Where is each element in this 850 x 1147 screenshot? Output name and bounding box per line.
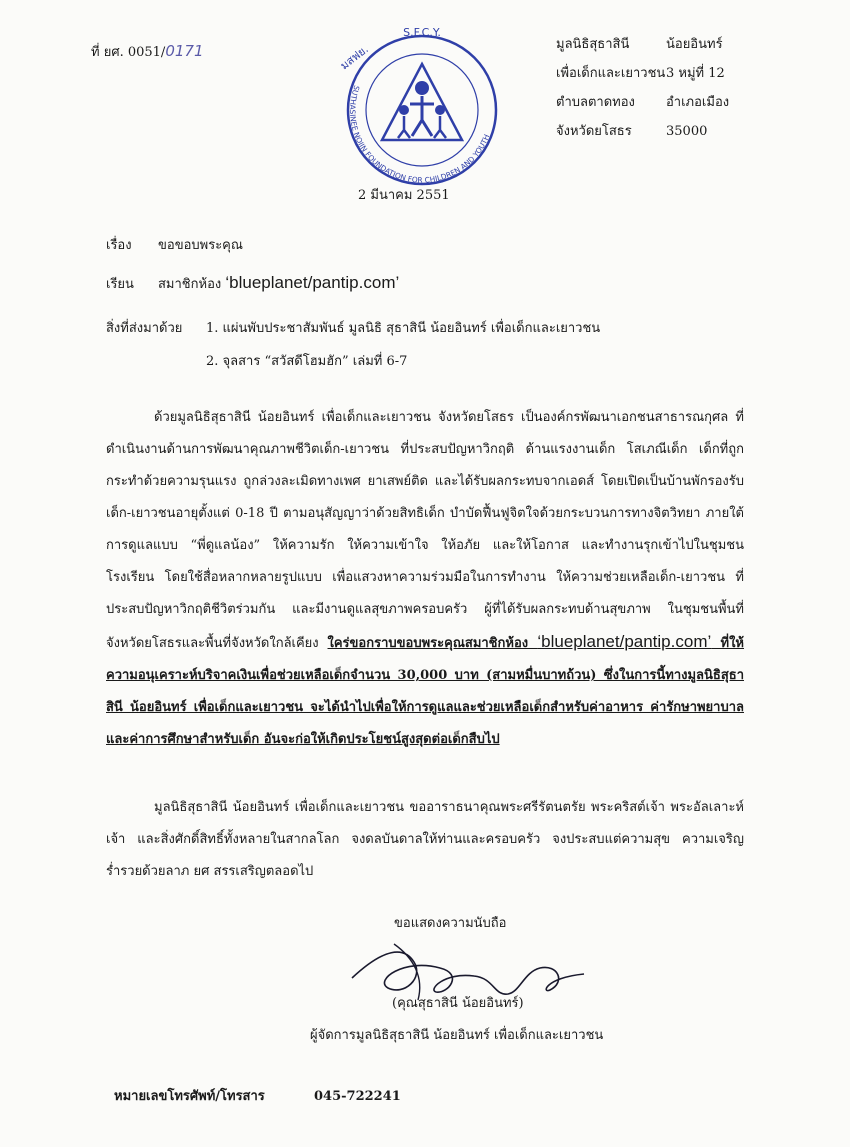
recipient-value: สมาชิกห้อง ‘blueplanet/pantip.com’ (158, 273, 400, 292)
phone-label: หมายเลขโทรศัพท์/โทรสาร (114, 1089, 265, 1104)
reference-number-printed: ที่ ยศ. 0051/ (91, 45, 166, 60)
logo-arc-text: SUTHASINEE NOIIN FOUNDATION FOR CHILDREN AND YOUTH (347, 84, 492, 185)
recipient-line (106, 273, 400, 294)
subject-label: เรื่อง (106, 238, 132, 253)
phone-line (114, 1088, 401, 1106)
reference-number-handwritten: 0171 (165, 42, 204, 60)
closing-salutation: ขอแสดงความนับถือ (394, 916, 507, 931)
address-line: ตำบลตาดทอง อำเภอเมือง (556, 95, 730, 110)
enclosure-item: 1. แผ่นพับประชาสัมพันธ์ มูลนิธิ สุธาสินี น้อยอินทร์ เพื่อเด็กและเยาวชน (206, 321, 601, 336)
subject-value: ขอขอบพระคุณ (158, 238, 243, 253)
signer-name: (คุณสุธาสินี น้อยอินทร์) (392, 996, 524, 1011)
foundation-logo (322, 18, 522, 186)
body-paragraph-1: ด้วยมูลนิธิสุธาสินี น้อยอินทร์ เพื่อเด็กและเยาวชน จังหวัดยโสธร เป็นองค์กรพัฒนาเอกชนสาธารณกุศล ที่ดำเนินงานด้านการพัฒนาคุณภาพชีวิตเด็ก-เยาวชน ที่ประสบปัญหาวิกฤติ ด้านแรงงานเด็ก โสเภณีเด็ก เด็กที่ถูกกระทำด้วยความรุนแรง ถูกล่วงละเมิดทางเพศ ยาเสพย์ติด และได้รับผลกระทบจากเอดส์ โดยเปิดเป็นบ้านพักรองรับเด็ก-เยาวชนอายุตั้งแต่ 0-18 ปี ตามอนุสัญญาว่าด้วยสิทธิเด็ก บำบัดฟื้นฟูจิตใจด้วยกระบวนการทางจิตวิทยา ภายใต้การดูแลแบบ “พี่ดูแลน้อง” ให้ความรัก ให้ความเข้าใจ ให้อภัย และให้โอกาส และทำงานรุกเข้าไปในชุมชน โรงเรียน โดยใช้สื่อหลากหลายรูปแบบ เพื่อแสวงหาความร่วมมือในการทำงาน ให้ความช่วยเหลือเด็ก-เยาวชน ที่ประสบปัญหาวิกฤติชีวิตร่วมกัน และมีงานดูแลสุขภาพครอบครัว ผู้ที่ได้รับผลกระทบด้านสุขภาพ ในชุมชนพื้นที่จังหวัดยโสธรและพื้นที่จังหวัดใกล้เคียง ใคร่ขอกราบขอบพระคุณสมาชิกห้อง ‘blueplanet/pantip.com’ ที่ให้ความอนุเคราะห์บริจาคเงินเพื่อช่วยเหลือเด็กจำนวน 30,000 บาท (สามหมื่นบาทถ้วน) ซึ่งในการนี้ทางมูลนิธิสุธาสินี น้อยอินทร์ เพื่อเด็กและเยาวชน จะได้นำไปเพื่อให้การดูแลและช่วยเหลือเด็กสำหรับค่าอาหาร ค่ารักษาพยาบาล และค่าการศึกษาสำหรับเด็ก อันจะก่อให้เกิดประโยชน์สูงสุดต่อเด็กสืบไป (106, 410, 745, 747)
logo-top-text: S.F.C.Y. (403, 26, 441, 39)
donation-underlined: ที่ให้ความอนุเคราะห์บริจาคเงินเพื่อช่วยเหลือเด็กจำนวน 30,000 บาท (สามหมื่นบาทถ้วน) ซึ่งในการนี้ทางมูลนิธิสุธาสินี น้อยอินทร์ เพื่อเด็กและเยาวชน จะได้นำไปเพื่อให้การดูแลและช่วยเหลือเด็กสำหรับค่าอาหาร ค่ารักษาพยาบาล และค่าการศึกษาสำหรับเด็ก อันจะก่อให้เกิดประโยชน์สูงสุดต่อเด็กสืบไป (106, 636, 745, 747)
reference-number (91, 42, 204, 62)
phone-value: 045-722241 (314, 1089, 401, 1104)
address-line: จังหวัดยโสธร 35000 (556, 124, 708, 139)
signer-role: ผู้จัดการมูลนิธิสุธาสินี น้อยอินทร์ เพื่อเด็กและเยาวชน (310, 1028, 604, 1043)
address-line: มูลนิธิสุธาสินี น้อยอินทร์ (556, 37, 723, 52)
recipient-label: เรียน (106, 277, 134, 292)
body-paragraph-2: มูลนิธิสุธาสินี น้อยอินทร์ เพื่อเด็กและเยาวชน ขออาราธนาคุณพระศรีรัตนตรัย พระคริสต์เจ้า พระอัลเลาะห์เจ้า และสิ่งศักดิ์สิทธิ์ทั้งหลายในสากลโลก จงดลบันดาลให้ท่านและครอบครัว จงประสบแต่ความสุข ความเจริญ ร่ำรวยด้วยลาภ ยศ สรรเสริญตลอดไป (106, 800, 744, 879)
letter-date: 2 มีนาคม 2551 (358, 188, 450, 203)
thanks-underlined-site: ‘blueplanet/pantip.com’ (537, 632, 712, 651)
address-line: เพื่อเด็กและเยาวชน 3 หมู่ที่ 12 (556, 66, 725, 81)
thanks-underlined: ใคร่ขอกราบขอบพระคุณสมาชิกห้อง (327, 636, 538, 651)
sender-address (556, 36, 730, 152)
enclosure-item: 2. จุลสาร “สวัสดีโฮมฮัก” เล่มที่ 6-7 (206, 354, 408, 369)
logo-thai-abbr: มสฟย. (337, 42, 371, 73)
enclosures-label: สิ่งที่ส่งมาด้วย (106, 321, 183, 336)
subject-line (106, 237, 243, 255)
